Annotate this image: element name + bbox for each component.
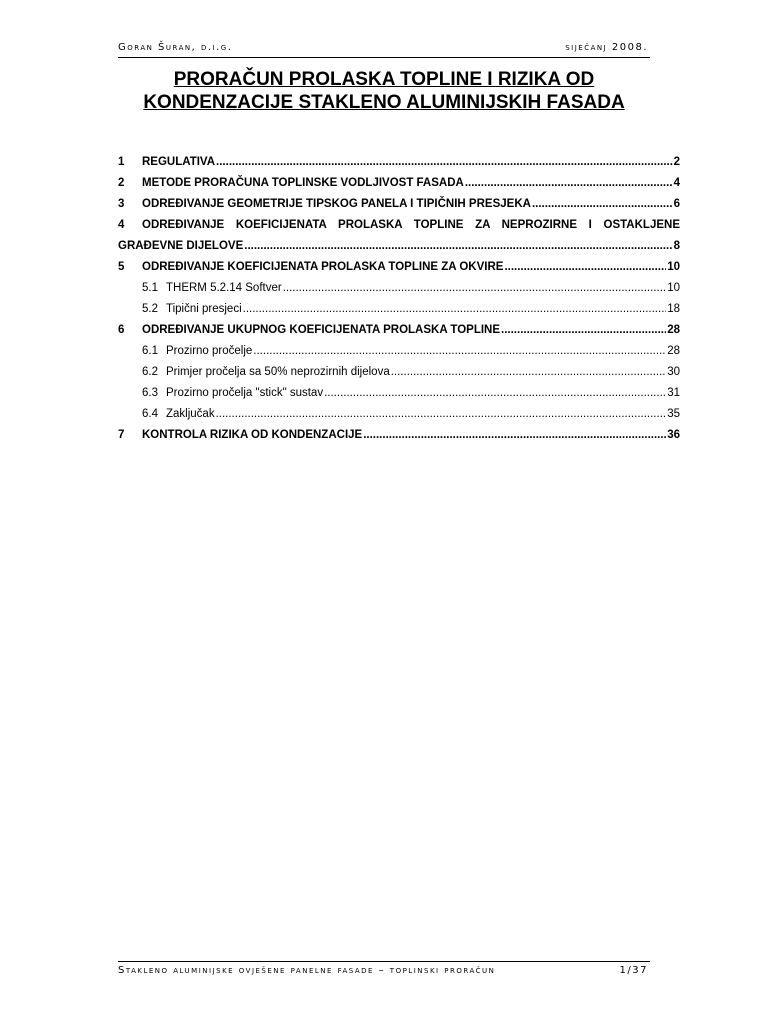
toc-page: 36: [667, 429, 680, 441]
toc-entry-6-1[interactable]: [118, 339, 680, 357]
toc-number: 3: [118, 198, 125, 210]
toc-label: Prozirno pročelje: [166, 345, 253, 357]
toc-label: ODREĐIVANJE KOEFICIJENATA PROLASKA TOPLINE ZA OKVIRE: [142, 261, 504, 273]
toc-page: 28: [667, 345, 680, 357]
toc-label: Primjer pročelja sa 50% neprozirnih dijelova: [166, 366, 390, 378]
toc-entry-6-3[interactable]: [118, 381, 680, 399]
toc-entry-6[interactable]: [118, 318, 680, 336]
toc-number: 7: [118, 429, 125, 441]
toc-entry-6-4[interactable]: [118, 402, 680, 420]
toc-number: 6: [118, 324, 125, 336]
toc-leader-dots: [324, 387, 666, 399]
toc-label: THERM 5.2.14 Softver: [166, 282, 282, 294]
page-number: 1/37: [619, 965, 648, 976]
title-line-2: KONDENZACIJE STAKLENO ALUMINIJSKIH FASADA: [143, 92, 625, 113]
toc-leader-dots: [391, 366, 666, 378]
toc-label-line-1: ODREĐIVANJE KOEFICIJENATA PROLASKA TOPLINE ZA NEPROZIRNE I OSTAKLJENE: [142, 219, 680, 231]
toc-label-line-2: GRAĐEVNE DIJELOVE: [118, 240, 244, 252]
toc-entry-1[interactable]: [118, 150, 680, 168]
toc-entry-7[interactable]: [118, 423, 680, 441]
toc-number: 5: [118, 261, 125, 273]
toc-leader-dots: [501, 324, 666, 336]
toc-entry-5-1[interactable]: [118, 276, 680, 294]
toc-number: 6.1: [142, 345, 158, 357]
author-name: Goran Šuran, d.i.g.: [118, 42, 233, 53]
toc-leader-dots: [504, 261, 666, 273]
toc-leader-dots: [532, 198, 673, 210]
toc-leader-dots: [244, 240, 672, 252]
document-date: siječanj 2008.: [565, 42, 648, 53]
toc-number: 6.2: [142, 366, 158, 378]
page-footer: [118, 961, 650, 980]
toc-label: Tipični presjeci: [166, 303, 242, 315]
toc-page: 28: [667, 324, 680, 336]
toc-number: 2: [118, 177, 125, 189]
document-title: [118, 68, 650, 114]
toc-page: 30: [667, 366, 680, 378]
toc-label: Zaključak: [166, 408, 215, 420]
toc-number: 6.3: [142, 387, 158, 399]
page-header: [118, 40, 650, 58]
toc-label: ODREĐIVANJE GEOMETRIJE TIPSKOG PANELA I TIPIČNIH PRESJEKA: [142, 198, 531, 210]
toc-number: 4: [118, 219, 125, 231]
toc-page: 8: [673, 240, 680, 252]
toc-leader-dots: [253, 345, 666, 357]
toc-entry-3[interactable]: [118, 192, 680, 210]
toc-leader-dots: [465, 177, 673, 189]
toc-label: REGULATIVA: [142, 156, 216, 168]
toc-leader-dots: [283, 282, 667, 294]
toc-leader-dots: [216, 408, 667, 420]
toc-entry-4[interactable]: [118, 213, 680, 231]
toc-entry-2[interactable]: [118, 171, 680, 189]
toc-leader-dots: [216, 156, 673, 168]
toc-entry-5-2[interactable]: [118, 297, 680, 315]
toc-number: 5.2: [142, 303, 158, 315]
toc-entry-4-continued[interactable]: [118, 234, 680, 252]
toc-page: 10: [667, 261, 680, 273]
toc-page: 31: [667, 387, 680, 399]
toc-entry-6-2[interactable]: [118, 360, 680, 378]
toc-page: 2: [673, 156, 680, 168]
title-line-1: PRORAČUN PROLASKA TOPLINE I RIZIKA OD: [173, 69, 595, 90]
toc-leader-dots: [243, 303, 667, 315]
toc-page: 10: [667, 282, 680, 294]
footer-title: Stakleno aluminijske ovješene panelne fasade – toplinski proračun: [118, 965, 496, 976]
toc-number: 5.1: [142, 282, 158, 294]
toc-leader-dots: [363, 429, 666, 441]
toc-page: 18: [667, 303, 680, 315]
toc-number: 6.4: [142, 408, 158, 420]
toc-label: ODREĐIVANJE UKUPNOG KOEFICIJENATA PROLASKA TOPLINE: [142, 324, 501, 336]
toc-entry-5[interactable]: [118, 255, 680, 273]
toc-page: 6: [673, 198, 680, 210]
toc-page: 4: [673, 177, 680, 189]
toc-label: KONTROLA RIZIKA OD KONDENZACIJE: [142, 429, 363, 441]
toc-page: 35: [667, 408, 680, 420]
toc-number: 1: [118, 156, 125, 168]
toc-label: Prozirno pročelja "stick" sustav: [166, 387, 324, 399]
toc-label: METODE PRORAČUNA TOPLINSKE VODLJIVOST FASADA: [142, 177, 464, 189]
